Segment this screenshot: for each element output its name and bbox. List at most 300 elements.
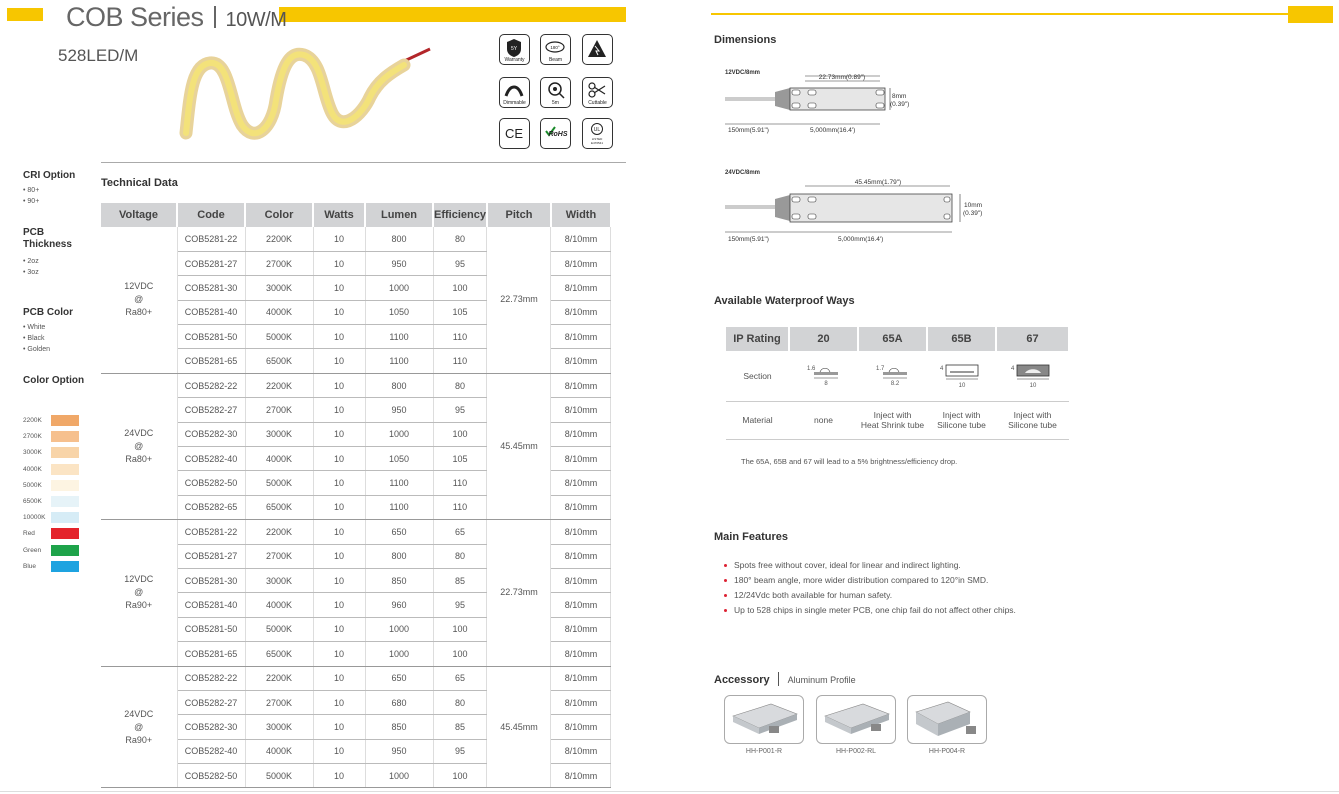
color-option-title: Color Option (23, 375, 85, 386)
color-cell: 6500K (245, 349, 313, 373)
color-option-label: 5000K (23, 481, 42, 489)
thickness-item: • 3oz (23, 269, 39, 276)
code-cell: COB5282-50 (177, 764, 245, 788)
color-option-item (23, 528, 81, 540)
page-title (66, 2, 286, 33)
efficiency-cell: 110 (433, 325, 487, 349)
width-cell: 8/10mm (551, 251, 611, 275)
efficiency-cell: 110 (433, 349, 487, 373)
header-thin-line (711, 13, 1289, 15)
lumen-cell: 950 (365, 398, 433, 422)
lumen-cell: 1000 (365, 642, 433, 666)
column-header: Voltage (101, 203, 177, 227)
ce-icon (499, 118, 530, 149)
dimension-diagram-24v (720, 164, 1000, 244)
efficiency-cell: 95 (433, 251, 487, 275)
lumen-cell: 1050 (365, 447, 433, 471)
color-cell: 5000K (245, 764, 313, 788)
width-cell: 8/10mm (551, 227, 611, 251)
code-cell: COB5282-22 (177, 373, 245, 397)
lumen-cell: 1100 (365, 325, 433, 349)
efficiency-cell: 80 (433, 373, 487, 397)
section-cell (858, 351, 927, 401)
accessory-divider (778, 672, 779, 686)
color-cell: 2200K (245, 373, 313, 397)
width-cell: 8/10mm (551, 471, 611, 495)
svg-text:5Y: 5Y (510, 46, 518, 52)
color-cell: 4000K (245, 739, 313, 763)
width-cell: 8/10mm (551, 666, 611, 690)
section-divider (101, 162, 626, 163)
diagram-label: 12VDC/8mm (725, 70, 761, 76)
aluminum-profile-image (817, 696, 897, 745)
lumen-cell: 680 (365, 690, 433, 714)
ul-icon (582, 118, 613, 149)
lumen-cell: 650 (365, 520, 433, 544)
efficiency-cell: 105 (433, 300, 487, 324)
color-swatch (51, 480, 79, 491)
lumen-cell: 1000 (365, 276, 433, 300)
thickness-item: • 2oz (23, 258, 39, 265)
header-accent-bar (279, 7, 626, 22)
lumen-cell: 850 (365, 715, 433, 739)
length-icon: 5m (540, 77, 571, 108)
column-header: 65B (927, 327, 996, 351)
material-cell: Inject with Silicone tube (927, 401, 996, 439)
section-cell (927, 351, 996, 401)
lumen-cell: 1100 (365, 349, 433, 373)
svg-text:(0.39"): (0.39") (890, 101, 910, 108)
color-option-label: 6500K (23, 498, 42, 505)
code-cell: COB5281-40 (177, 593, 245, 617)
dimensions-title: Dimensions (714, 34, 777, 46)
color-swatch (51, 447, 79, 458)
material-cell: Inject with Silicone tube (996, 401, 1069, 439)
material-cell: none (789, 401, 858, 439)
efficiency-cell: 85 (433, 715, 487, 739)
table-row (101, 520, 611, 544)
efficiency-cell: 100 (433, 617, 487, 641)
cuttable-icon: Cuttable (582, 77, 613, 108)
lumen-cell: 800 (365, 373, 433, 397)
color-option-item (23, 447, 81, 459)
code-cell: COB5282-65 (177, 495, 245, 519)
svg-text:(0.39"): (0.39") (963, 210, 983, 217)
color-cell: 2700K (245, 251, 313, 275)
column-header: 67 (996, 327, 1069, 351)
width-cell: 8/10mm (551, 715, 611, 739)
width-cell: 8/10mm (551, 398, 611, 422)
material-cell: Inject with Heat Shrink tube (858, 401, 927, 439)
header-accent-left (7, 8, 43, 21)
color-swatch (51, 415, 79, 426)
title-divider (214, 6, 216, 28)
watts-cell: 10 (313, 642, 365, 666)
row-label: Material (726, 401, 789, 439)
color-cell: 3000K (245, 568, 313, 592)
section-diagram-20 (794, 358, 854, 392)
efficiency-cell: 100 (433, 276, 487, 300)
color-cell: 2200K (245, 666, 313, 690)
accessory-label: HH-P004-R (928, 748, 966, 755)
technical-data-table (101, 203, 612, 788)
code-cell: COB5281-27 (177, 544, 245, 568)
color-option-item (23, 431, 81, 443)
column-header: Efficiency (433, 203, 487, 227)
led-strip-image (172, 45, 437, 145)
color-cell: 2200K (245, 227, 313, 251)
power-rating: 10W/M (225, 9, 287, 31)
watts-cell: 10 (313, 447, 365, 471)
color-swatch (51, 561, 79, 572)
table-row (101, 373, 611, 397)
width-cell: 8/10mm (551, 325, 611, 349)
code-cell: COB5281-30 (177, 276, 245, 300)
width-cell: 8/10mm (551, 764, 611, 788)
efficiency-cell: 80 (433, 690, 487, 714)
waterproof-title: Available Waterproof Ways (714, 295, 855, 307)
series-title: COB Series (66, 2, 204, 32)
color-cell: 2700K (245, 544, 313, 568)
color-swatch (51, 528, 79, 539)
watts-cell: 10 (313, 398, 365, 422)
color-swatch (51, 545, 79, 556)
code-cell: COB5282-22 (177, 666, 245, 690)
watts-cell: 10 (313, 568, 365, 592)
code-cell: COB5282-30 (177, 422, 245, 446)
beam-icon: 180° Beam (540, 34, 571, 65)
lumen-cell: 850 (365, 568, 433, 592)
efficiency-cell: 105 (433, 447, 487, 471)
svg-text:UL: UL (593, 127, 601, 133)
color-cell: 2700K (245, 690, 313, 714)
voltage-cell: 24VDC @ Ra90+ (101, 666, 177, 788)
code-cell: COB5281-65 (177, 349, 245, 373)
color-cell: 3000K (245, 715, 313, 739)
page-bottom-line (0, 791, 1339, 792)
width-cell: 8/10mm (551, 495, 611, 519)
column-header: Lumen (365, 203, 433, 227)
svg-text:5,000mm(16.4'): 5,000mm(16.4') (810, 127, 856, 134)
watts-cell: 10 (313, 276, 365, 300)
code-cell: COB5282-27 (177, 690, 245, 714)
width-cell: 8/10mm (551, 422, 611, 446)
watts-cell: 10 (313, 666, 365, 690)
color-cell: 5000K (245, 471, 313, 495)
section-diagram-67 (1003, 358, 1063, 392)
sidebar (23, 170, 93, 387)
lumen-cell: 800 (365, 227, 433, 251)
color-cell: 3000K (245, 276, 313, 300)
watts-cell: 10 (313, 227, 365, 251)
cri-title: CRI Option (23, 170, 76, 181)
section-diagram-65a (863, 358, 923, 392)
features-title: Main Features (714, 531, 788, 543)
color-cell: 3000K (245, 422, 313, 446)
code-cell: COB5281-30 (177, 568, 245, 592)
column-header: IP Rating (726, 327, 789, 351)
svg-text:10: 10 (1029, 382, 1036, 389)
watts-cell: 10 (313, 325, 365, 349)
lumen-cell: 800 (365, 544, 433, 568)
color-cell: 6500K (245, 642, 313, 666)
code-cell: COB5281-22 (177, 520, 245, 544)
color-option-label: 3000K (23, 449, 42, 457)
width-cell: 8/10mm (551, 739, 611, 763)
pcb-thickness-title: PCB Thickness (23, 227, 72, 250)
material-row (726, 401, 1069, 439)
pcb-color-item: • White (23, 324, 46, 331)
waterproof-note: The 65A, 65B and 67 will lead to a 5% brightness/efficiency drop. (741, 457, 958, 466)
watts-cell: 10 (313, 471, 365, 495)
watts-cell: 10 (313, 300, 365, 324)
pitch-cell: 45.45mm (487, 666, 551, 788)
watts-cell: 10 (313, 617, 365, 641)
color-swatch (51, 431, 79, 442)
color-option-label: 2200K (23, 417, 42, 424)
column-header: Code (177, 203, 245, 227)
svg-text:1.7: 1.7 (875, 365, 884, 372)
svg-text:22.73mm(0.89"): 22.73mm(0.89") (818, 74, 866, 81)
watts-cell: 10 (313, 373, 365, 397)
color-swatch (51, 512, 79, 523)
features-list (722, 558, 1016, 618)
svg-text:45.45mm(1.79"): 45.45mm(1.79") (854, 179, 902, 186)
pitch-cell: 45.45mm (487, 373, 551, 519)
lumen-cell: 1050 (365, 300, 433, 324)
accessory-card[interactable] (724, 695, 804, 744)
color-swatch (51, 496, 79, 507)
efficiency-cell: 95 (433, 593, 487, 617)
column-header: Color (245, 203, 313, 227)
color-cell: 4000K (245, 447, 313, 471)
efficiency-cell: 65 (433, 666, 487, 690)
led-count: 528LED/M (58, 46, 139, 65)
color-option-item (23, 464, 81, 476)
dimmable-icon: Dimmable (499, 77, 530, 108)
lumen-cell: 1100 (365, 471, 433, 495)
color-option-item (23, 480, 81, 492)
efficiency-cell: 100 (433, 422, 487, 446)
aluminum-profile-image (908, 696, 988, 745)
svg-text:LISTED: LISTED (591, 137, 603, 141)
color-cell: 6500K (245, 495, 313, 519)
code-cell: COB5282-50 (177, 471, 245, 495)
lumen-cell: 1000 (365, 617, 433, 641)
code-cell: COB5282-27 (177, 398, 245, 422)
section-diagram-65b (932, 358, 992, 392)
watts-cell: 10 (313, 544, 365, 568)
watts-cell: 10 (313, 764, 365, 788)
accessory-card[interactable] (907, 695, 987, 744)
svg-text:10mm: 10mm (964, 202, 983, 209)
color-swatch (51, 464, 79, 475)
svg-text:4: 4 (939, 365, 943, 372)
color-cell: 4000K (245, 300, 313, 324)
lumen-cell: 1100 (365, 495, 433, 519)
voltage-cell: 12VDC @ Ra80+ (101, 227, 177, 373)
width-cell: 8/10mm (551, 642, 611, 666)
table-header-row (101, 203, 611, 227)
accessory-card[interactable] (816, 695, 896, 744)
width-cell: 8/10mm (551, 690, 611, 714)
width-cell: 8/10mm (551, 568, 611, 592)
section-cell (996, 351, 1069, 401)
width-cell: 8/10mm (551, 520, 611, 544)
width-cell: 8/10mm (551, 300, 611, 324)
watts-cell: 10 (313, 739, 365, 763)
accessory-label: HH-P002-RL (835, 748, 877, 755)
code-cell: COB5281-40 (177, 300, 245, 324)
warranty-icon: 5Y Warranty (499, 34, 530, 65)
color-option-item (23, 415, 81, 427)
watts-cell: 10 (313, 422, 365, 446)
technical-data-title: Technical Data (101, 177, 178, 189)
feature-item: Up to 528 chips in single meter PCB, one chip fail do not affect other chips. (722, 603, 1016, 618)
column-header: 65A (858, 327, 927, 351)
accessory-subtitle: Aluminum Profile (787, 675, 856, 685)
dimension-diagram-12v (720, 64, 980, 136)
column-header: Width (551, 203, 611, 227)
width-cell: 8/10mm (551, 349, 611, 373)
lumen-cell: 950 (365, 739, 433, 763)
color-cell: 4000K (245, 593, 313, 617)
pcb-color-title: PCB Color (23, 307, 73, 318)
code-cell: COB5282-40 (177, 447, 245, 471)
pcb-color-item: • Black (23, 335, 45, 342)
diagram-label: 24VDC/8mm (725, 170, 761, 176)
efficiency-cell: 65 (433, 520, 487, 544)
color-option-item (23, 512, 81, 524)
color-option-label: 4000K (23, 465, 42, 473)
color-cell: 2200K (245, 520, 313, 544)
svg-text:4: 4 (1010, 365, 1014, 372)
header-accent-right (1288, 6, 1333, 23)
watts-cell: 10 (313, 495, 365, 519)
column-header: 20 (789, 327, 858, 351)
efficiency-cell: 100 (433, 764, 487, 788)
width-cell: 8/10mm (551, 593, 611, 617)
section-cell (789, 351, 858, 401)
code-cell: COB5281-65 (177, 642, 245, 666)
svg-text:8.2: 8.2 (890, 380, 899, 387)
width-cell: 8/10mm (551, 544, 611, 568)
color-option-item (23, 545, 81, 557)
svg-text:1.6: 1.6 (806, 365, 815, 372)
color-option-item (23, 561, 81, 573)
watts-cell: 10 (313, 349, 365, 373)
color-option-label: 10000K (23, 514, 46, 522)
waterproof-header-row (726, 327, 1069, 351)
svg-text:8: 8 (823, 380, 828, 387)
svg-text:150mm(5.91"): 150mm(5.91") (728, 236, 769, 243)
table-row (101, 666, 611, 690)
efficiency-cell: 95 (433, 398, 487, 422)
lumen-cell: 960 (365, 593, 433, 617)
accessory-label: HH-P001-R (745, 748, 783, 755)
efficiency-cell: 80 (433, 227, 487, 251)
color-option-label: Red (23, 530, 35, 538)
pcb-color-item: • Golden (23, 346, 50, 353)
width-cell: 8/10mm (551, 617, 611, 641)
code-cell: COB5281-50 (177, 325, 245, 349)
code-cell: COB5282-40 (177, 739, 245, 763)
accessory-heading (714, 670, 856, 688)
color-cell: 5000K (245, 617, 313, 641)
code-cell: COB5281-50 (177, 617, 245, 641)
watts-cell: 10 (313, 690, 365, 714)
table-row (101, 227, 611, 251)
cri-item: • 80+ (23, 187, 40, 194)
voltage-cell: 12VDC @ Ra90+ (101, 520, 177, 666)
section-row (726, 351, 1069, 401)
svg-text:CE: CE (504, 126, 524, 141)
efficiency-cell: 95 (433, 739, 487, 763)
column-header: Watts (313, 203, 365, 227)
pitch-cell: 22.73mm (487, 227, 551, 373)
waterproof-table (726, 327, 1070, 440)
rohs-icon (540, 118, 571, 149)
width-cell: 8/10mm (551, 447, 611, 471)
code-cell: COB5281-22 (177, 227, 245, 251)
lumen-cell: 950 (365, 251, 433, 275)
voltage-cell: 24VDC @ Ra80+ (101, 373, 177, 519)
efficiency-cell: 110 (433, 495, 487, 519)
svg-text:E476541: E476541 (590, 141, 604, 145)
feature-item: Spots free without cover, ideal for linear and indirect lighting. (722, 558, 1016, 573)
strip-cob-line (186, 54, 404, 133)
width-cell: 8/10mm (551, 276, 611, 300)
watts-cell: 10 (313, 251, 365, 275)
accessory-title: Accessory (714, 674, 770, 686)
efficiency-cell: 80 (433, 544, 487, 568)
watts-cell: 10 (313, 593, 365, 617)
technical-data-body (101, 227, 611, 788)
pitch-cell: 22.73mm (487, 520, 551, 666)
efficiency-cell: 110 (433, 471, 487, 495)
svg-text:150mm(5.91"): 150mm(5.91") (728, 127, 769, 134)
code-cell: COB5282-30 (177, 715, 245, 739)
color-option-label: 2700K (23, 433, 42, 441)
efficiency-cell: 100 (433, 642, 487, 666)
lumen-cell: 1000 (365, 764, 433, 788)
cri-item: • 90+ (23, 198, 40, 205)
color-option-label: Blue (23, 562, 37, 570)
column-header: Pitch (487, 203, 551, 227)
efficiency-cell: 85 (433, 568, 487, 592)
feature-item: 12/24Vdc both available for human safety. (722, 588, 1016, 603)
aluminum-profile-image (725, 696, 805, 745)
width-cell: 8/10mm (551, 373, 611, 397)
svg-text:10: 10 (958, 382, 965, 389)
color-cell: 2700K (245, 398, 313, 422)
svg-text:8mm: 8mm (892, 93, 907, 100)
lumen-cell: 1000 (365, 422, 433, 446)
lumen-cell: 650 (365, 666, 433, 690)
row-label: Section (726, 351, 789, 401)
svg-text:180°: 180° (550, 45, 560, 50)
esd-icon (582, 34, 613, 65)
watts-cell: 10 (313, 520, 365, 544)
code-cell: COB5281-27 (177, 251, 245, 275)
svg-text:RoHS: RoHS (548, 131, 568, 138)
color-option-item (23, 496, 81, 508)
color-option-label: Green (23, 546, 42, 554)
feature-item: 180° beam angle, more wider distribution compared to 120°in SMD. (722, 573, 1016, 588)
color-cell: 5000K (245, 325, 313, 349)
svg-text:5,000mm(16.4'): 5,000mm(16.4') (838, 236, 884, 243)
watts-cell: 10 (313, 715, 365, 739)
